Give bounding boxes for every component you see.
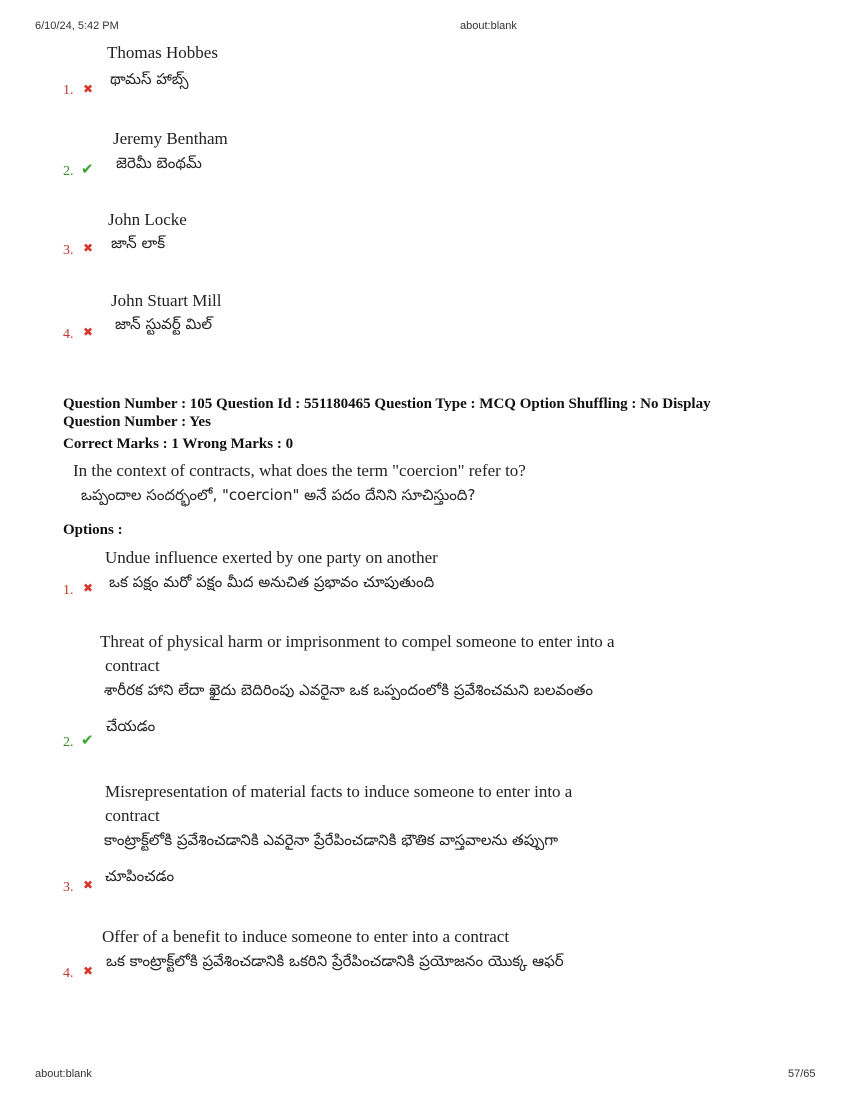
wrong-cross-icon: ✖	[83, 325, 94, 339]
option-1-te: ఒక పక్షం మరో పక్షం మీద అనుచిత ప్రభావం చూపుతుంది	[109, 573, 435, 591]
option-4-number: 4.	[63, 966, 74, 981]
wrong-cross-icon: ✖	[83, 581, 94, 595]
prev-option-4-te: జాన్ స్టువర్ట్ మిల్	[115, 315, 213, 333]
option-4-te: ఒక కాంట్రాక్ట్‌లోకి ప్రవేశించడానికి ఒకరిని ప్రేరేపించడానికి ప్రయోజనం యొక్క ఆఫర్	[106, 952, 564, 970]
prev-option-2-te: జెరెమీ బెంథమ్	[116, 154, 202, 172]
page-number: 57/65	[788, 1068, 816, 1080]
prev-option-1-te: థామస్ హాబ్స్	[110, 70, 189, 88]
prev-option-4-number: 4.	[63, 327, 74, 342]
wrong-cross-icon: ✖	[83, 878, 94, 892]
print-url-header: about:blank	[460, 20, 517, 32]
print-url-footer: about:blank	[35, 1068, 92, 1080]
question-text-te: ఒప్పందాల సందర్భంలో, "coercion" అనే పదం దేనిని సూచిస్తుంది?	[81, 486, 476, 504]
option-2-number: 2.	[63, 735, 74, 750]
wrong-cross-icon: ✖	[83, 964, 94, 978]
option-3-te-line1: కాంట్రాక్ట్‌లోకి ప్రవేశించడానికి ఎవరైనా ప్రేరేపించడానికి భౌతిక వాస్తవాలను తప్పుగా	[104, 831, 559, 849]
option-3-te-line2: చూపించడం	[105, 867, 175, 885]
option-3-number: 3.	[63, 880, 74, 895]
correct-check-icon: ✔	[81, 731, 94, 749]
wrong-cross-icon: ✖	[83, 241, 94, 255]
question-meta-line1: Question Number : 105 Question Id : 551180465 Question Type : MCQ Option Shuffling : No Display	[63, 396, 711, 412]
prev-option-3-te: జాన్ లాక్	[111, 234, 166, 252]
option-1-number: 1.	[63, 583, 74, 598]
option-3-en-line2: contract	[105, 806, 160, 825]
correct-check-icon: ✔	[81, 160, 94, 178]
option-2-en-line1: Threat of physical harm or imprisonment to compel someone to enter into a	[100, 632, 615, 651]
prev-option-4-en: John Stuart Mill	[111, 291, 222, 310]
option-2-en-line2: contract	[105, 656, 160, 675]
prev-option-3-en: John Locke	[108, 210, 187, 229]
option-1-en: Undue influence exerted by one party on another	[105, 548, 438, 567]
prev-option-2-number: 2.	[63, 164, 74, 179]
prev-option-3-number: 3.	[63, 243, 74, 258]
wrong-cross-icon: ✖	[83, 82, 94, 96]
options-label: Options :	[63, 522, 123, 538]
question-meta-line2: Question Number : Yes	[63, 414, 211, 430]
option-2-te-line1: శారీరక హాని లేదా ఖైదు బెదిరింపు ఎవరైనా ఒక ఒప్పందంలోకి ప్రవేశించమని బలవంతం	[104, 681, 594, 699]
option-2-te-line2: చేయడం	[106, 717, 156, 735]
prev-option-1-en: Thomas Hobbes	[107, 43, 218, 62]
question-text-en: In the context of contracts, what does the term "coercion" refer to?	[73, 461, 526, 480]
prev-option-1-number: 1.	[63, 83, 74, 98]
prev-option-2-en: Jeremy Bentham	[113, 129, 228, 148]
option-3-en-line1: Misrepresentation of material facts to induce someone to enter into a	[105, 782, 573, 801]
question-marks: Correct Marks : 1 Wrong Marks : 0	[63, 436, 294, 452]
option-4-en: Offer of a benefit to induce someone to enter into a contract	[102, 927, 510, 946]
print-datetime: 6/10/24, 5:42 PM	[35, 20, 119, 32]
